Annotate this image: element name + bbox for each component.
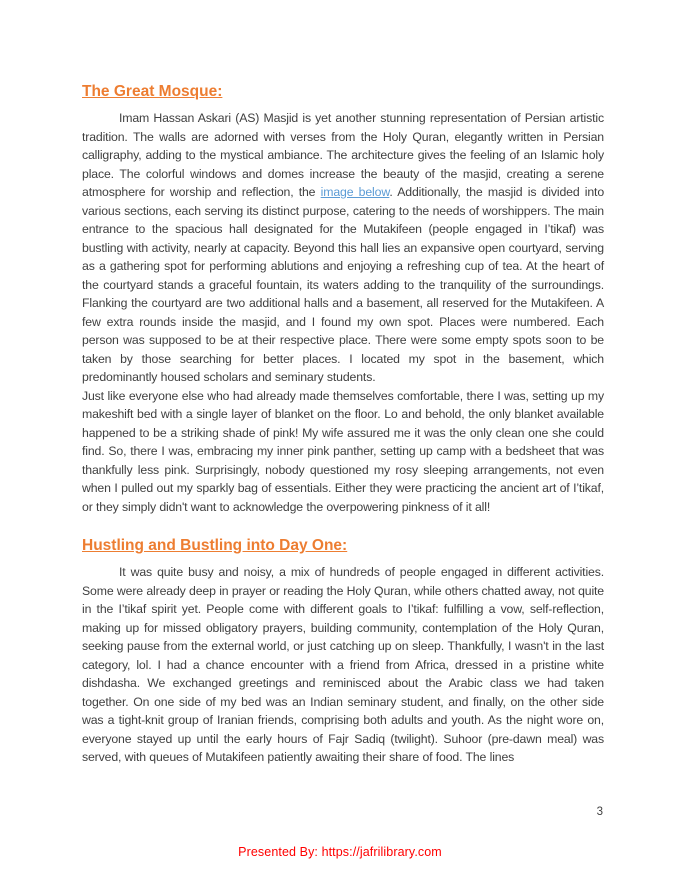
page-number: 3: [596, 806, 603, 818]
image-below-link[interactable]: image below: [320, 185, 390, 199]
footer-credit: [0, 845, 680, 859]
footer-prefix-text: Presented By:: [238, 845, 322, 859]
paragraph-mosque-description: [82, 109, 604, 387]
paragraph-text-before-link: Imam Hassan Askari (AS) Masjid is yet another stunning representation of Persian artistic tradition. The walls are adorned with verses from the Holy Quran, elegantly written in Persian calligraphy, adding to the mystical ambiance. The architecture gives the feeling of an Islamic holy place. The colorful windows and domes increase the beauty of the masjid, creating a serene atmosphere for worship and reflection, the: [82, 111, 604, 199]
page-content: [82, 82, 604, 767]
section-heading-the-great-mosque: The Great Mosque:: [82, 83, 223, 100]
section-heading-hustling-bustling-day-one: Hustling and Bustling into Day One:: [82, 537, 348, 554]
paragraph-pink-blanket: Just like everyone else who had already made themselves comfortable, there I was, setting up my makeshift bed with a single layer of blanket on the floor. Lo and behold, the only blanket available happened to be a striking shade of pink! My wife assured me it was the only clean one she could find. So, there I was, embracing my inner pink panther, setting up camp with a bedsheet that was thankfully less pink. Surprisingly, nobody questioned my rosy sleeping arrangements, not even when I pulled out my sparkly bag of essentials. Either they were practicing the ancient art of I’tikaf, or they simply didn't want to acknowledge the overpowering pinkness of it all!: [82, 388, 604, 514]
paragraph-text-after-link: . Additionally, the masjid is divided into various sections, each serving its distinct purpose, catering to the needs of worshippers. The main entrance to the spacious hall designated for the Mutakifeen (people engaged in I’tikaf) was bustling with activity, nearly at capacity. Beyond this hall lies an expansive open courtyard, serving as a gathering spot for performing ablutions and enjoying a refreshing cup of tea. At the heart of the courtyard stands a graceful fountain, its waters adding to the tranquility of the surroundings. Flanking the courtyard are two additional halls and a basement, all reserved for the Mutakifeen. A few extra rounds inside the masjid, and I found my own spot. Places were numbered. Each person was supposed to be at their respective place. There were some empty spots soon to be taken by those searching for better places. I located my spot in the basement, which predominantly housed scholars and seminary students.: [82, 185, 605, 384]
footer-library-url-link[interactable]: https://jafrilibrary.com: [321, 845, 442, 859]
paragraph-day-one: It was quite busy and noisy, a mix of hundreds of people engaged in different activities. Some were already deep in prayer or reading the Holy Quran, while others chatted away, not quite in the I’tikaf spirit yet. People come with different goals to I’tikaf: fulfilling a vow, self-reflection, making up for missed obligatory prayers, building community, contemplation of the Holy Quran, seeking pause from the external world, or just catching up on sleep. Thankfully, I wasn't in the last category, lol. I had a chance encounter with a friend from Africa, dressed in a pristine white dishdasha. We exchanged greetings and reminisced about the Arabic class we had taken together. On one side of my bed was an Indian seminary student, and finally, on the other side was a tight-knit group of Iranian friends, comprising both adults and youth. As the night wore on, everyone stayed up until the early hours of Fajr Sadiq (twilight). Suhoor (pre-dawn meal) was served, with queues of Mutakifeen patiently awaiting their share of food. The lines: [82, 565, 604, 764]
